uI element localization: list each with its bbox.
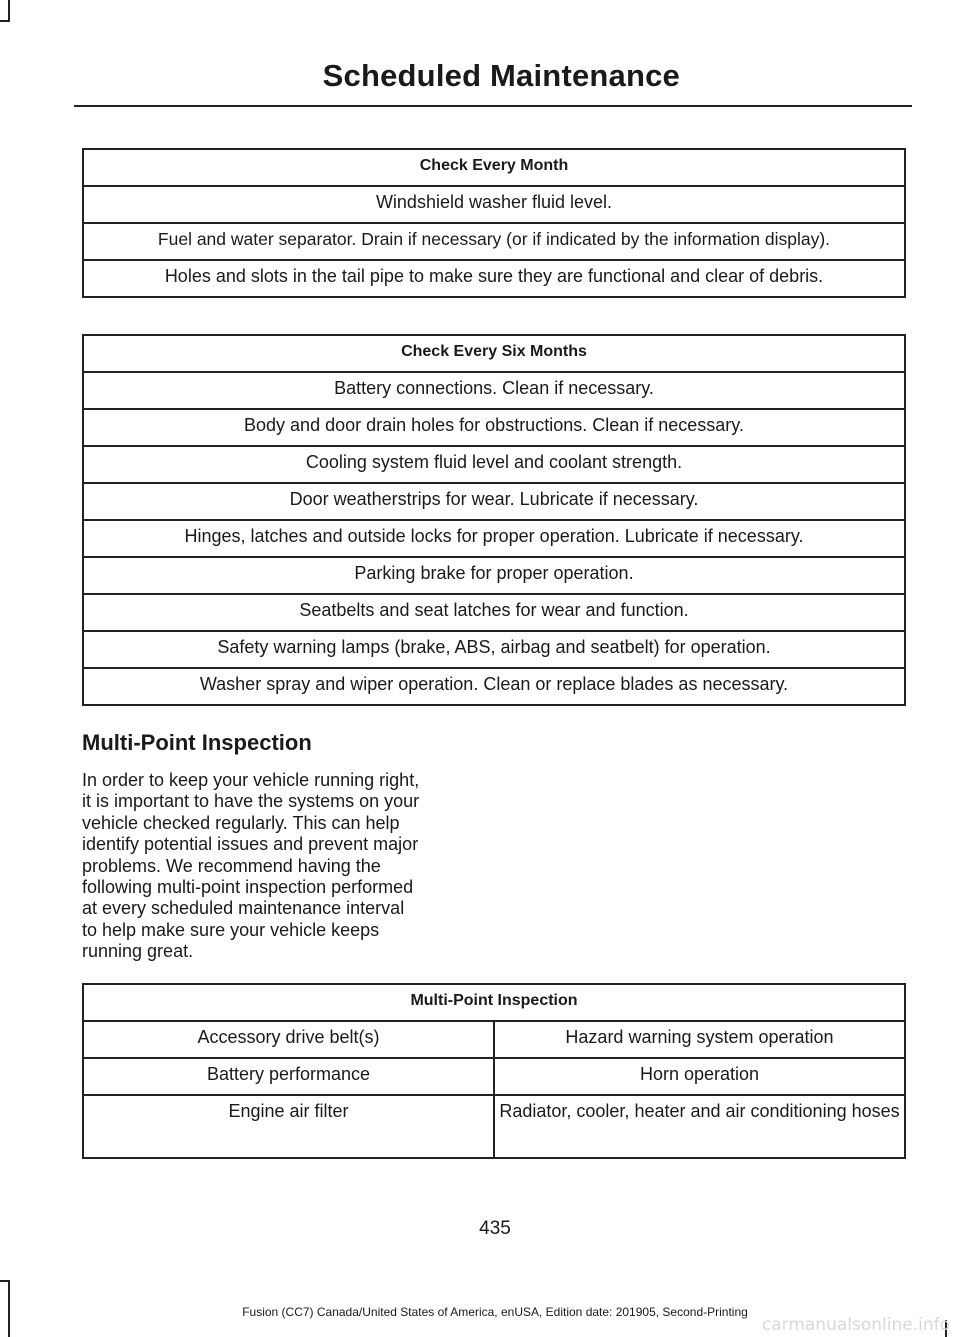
table-row: Door weatherstrips for wear. Lubricate if necessary. (83, 483, 905, 520)
table-row: Hinges, latches and outside locks for proper operation. Lubricate if necessary. (83, 520, 905, 557)
table-cell: Horn operation (494, 1058, 905, 1095)
table-heading: Check Every Six Months (83, 335, 905, 372)
table-row: Safety warning lamps (brake, ABS, airbag and seatbelt) for operation. (83, 631, 905, 668)
table-row: Washer spray and wiper operation. Clean or replace blades as necessary. (83, 668, 905, 705)
body-line: identify potential issues and prevent major (82, 834, 419, 855)
table-row: Body and door drain holes for obstructions. Clean if necessary. (83, 409, 905, 446)
table-cell: Radiator, cooler, heater and air conditioning hoses (494, 1095, 905, 1158)
table-heading: Multi-Point Inspection (83, 984, 905, 1021)
check-every-month-table (82, 148, 906, 298)
check-every-six-months-table (82, 334, 906, 706)
table-row: Fuel and water separator. Drain if necessary (or if indicated by the information display). (83, 223, 905, 260)
body-line: running great. (82, 941, 194, 962)
body-line: to help make sure your vehicle keeps (82, 919, 380, 940)
edition-footer: Fusion (CC7) Canada/United States of America, enUSA, Edition date: 201905, Second-Printing (242, 1305, 748, 1319)
section-heading: Multi-Point Inspection (82, 730, 312, 755)
table-row: Windshield washer fluid level. (83, 186, 905, 223)
body-line: vehicle checked regularly. This can help (82, 812, 400, 833)
body-line: In order to keep your vehicle running right, (82, 770, 420, 790)
body-line: it is important to have the systems on your (82, 791, 420, 812)
section-body (82, 770, 482, 963)
header-divider (74, 105, 912, 107)
table-cell: Battery performance (83, 1058, 494, 1095)
table-row: Parking brake for proper operation. (83, 557, 905, 594)
crop-mark (0, 1280, 10, 1282)
table-cell: Accessory drive belt(s) (83, 1021, 494, 1058)
table-row: Holes and slots in the tail pipe to make sure they are functional and clear of debris. (83, 260, 905, 297)
crop-mark (0, 20, 10, 22)
multi-point-inspection-table (82, 983, 906, 1159)
body-line: following multi-point inspection performed (82, 877, 414, 898)
watermark: carmanualsonline.info (761, 1315, 950, 1335)
page-title: Scheduled Maintenance (322, 58, 680, 93)
table-row: Seatbelts and seat latches for wear and function. (83, 594, 905, 631)
table-row: Battery connections. Clean if necessary. (83, 372, 905, 409)
table-cell: Hazard warning system operation (494, 1021, 905, 1058)
table-cell: Engine air filter (83, 1095, 494, 1158)
page-number: 435 (479, 1218, 511, 1239)
body-line: at every scheduled maintenance interval (82, 898, 405, 919)
table-row: Cooling system fluid level and coolant strength. (83, 446, 905, 483)
table-heading: Check Every Month (83, 149, 905, 186)
crop-mark (8, 0, 10, 22)
body-line: problems. We recommend having the (82, 855, 381, 876)
